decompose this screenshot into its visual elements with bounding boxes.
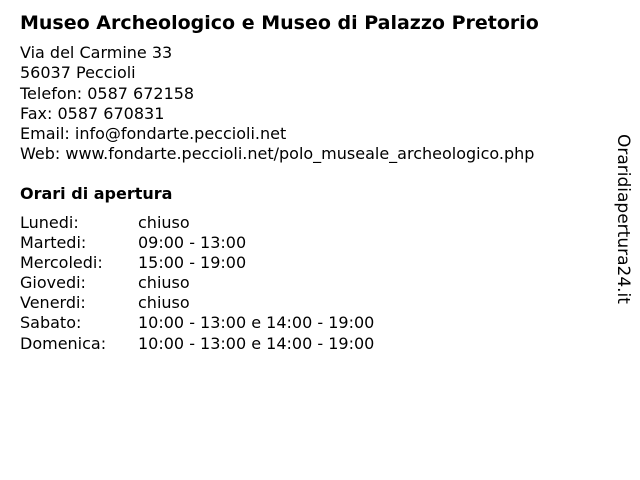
day-label: Domenica:	[20, 333, 107, 353]
day-label: Giovedi:	[20, 273, 86, 293]
street-address: Via del Carmine 33	[20, 43, 173, 62]
city-postal-code: 56037 Peccioli	[20, 63, 136, 83]
day-hours: 10:00 - 13:00 e 14:00 - 19:00	[138, 333, 375, 353]
day-label: Martedi:	[20, 233, 87, 253]
day-label: Sabato:	[20, 313, 82, 333]
museum-title: Museo Archeologico e Museo di Palazzo Pretorio	[20, 12, 539, 34]
address-block	[20, 43, 534, 165]
day-hours: chiuso	[138, 293, 190, 313]
day-hours: 10:00 - 13:00 e 14:00 - 19:00	[138, 313, 375, 333]
day-label: Mercoledi:	[20, 253, 103, 273]
day-hours: chiuso	[138, 273, 190, 293]
day-hours: chiuso	[138, 213, 190, 232]
phone-number: Telefon: 0587 672158	[20, 83, 195, 103]
email-address: Email: info@fondarte.peccioli.net	[20, 124, 287, 144]
day-label: Lunedi:	[20, 213, 79, 232]
site-watermark: Oraridiapertura24.it	[613, 134, 633, 304]
opening-hours-heading: Orari di apertura	[20, 184, 173, 203]
day-hours: 15:00 - 19:00	[138, 253, 247, 273]
fax-number: Fax: 0587 670831	[20, 103, 165, 123]
day-hours: 09:00 - 13:00	[138, 233, 247, 253]
day-label: Venerdi:	[20, 293, 86, 313]
website-url: Web: www.fondarte.peccioli.net/polo_museale_archeologico.php	[20, 144, 535, 164]
